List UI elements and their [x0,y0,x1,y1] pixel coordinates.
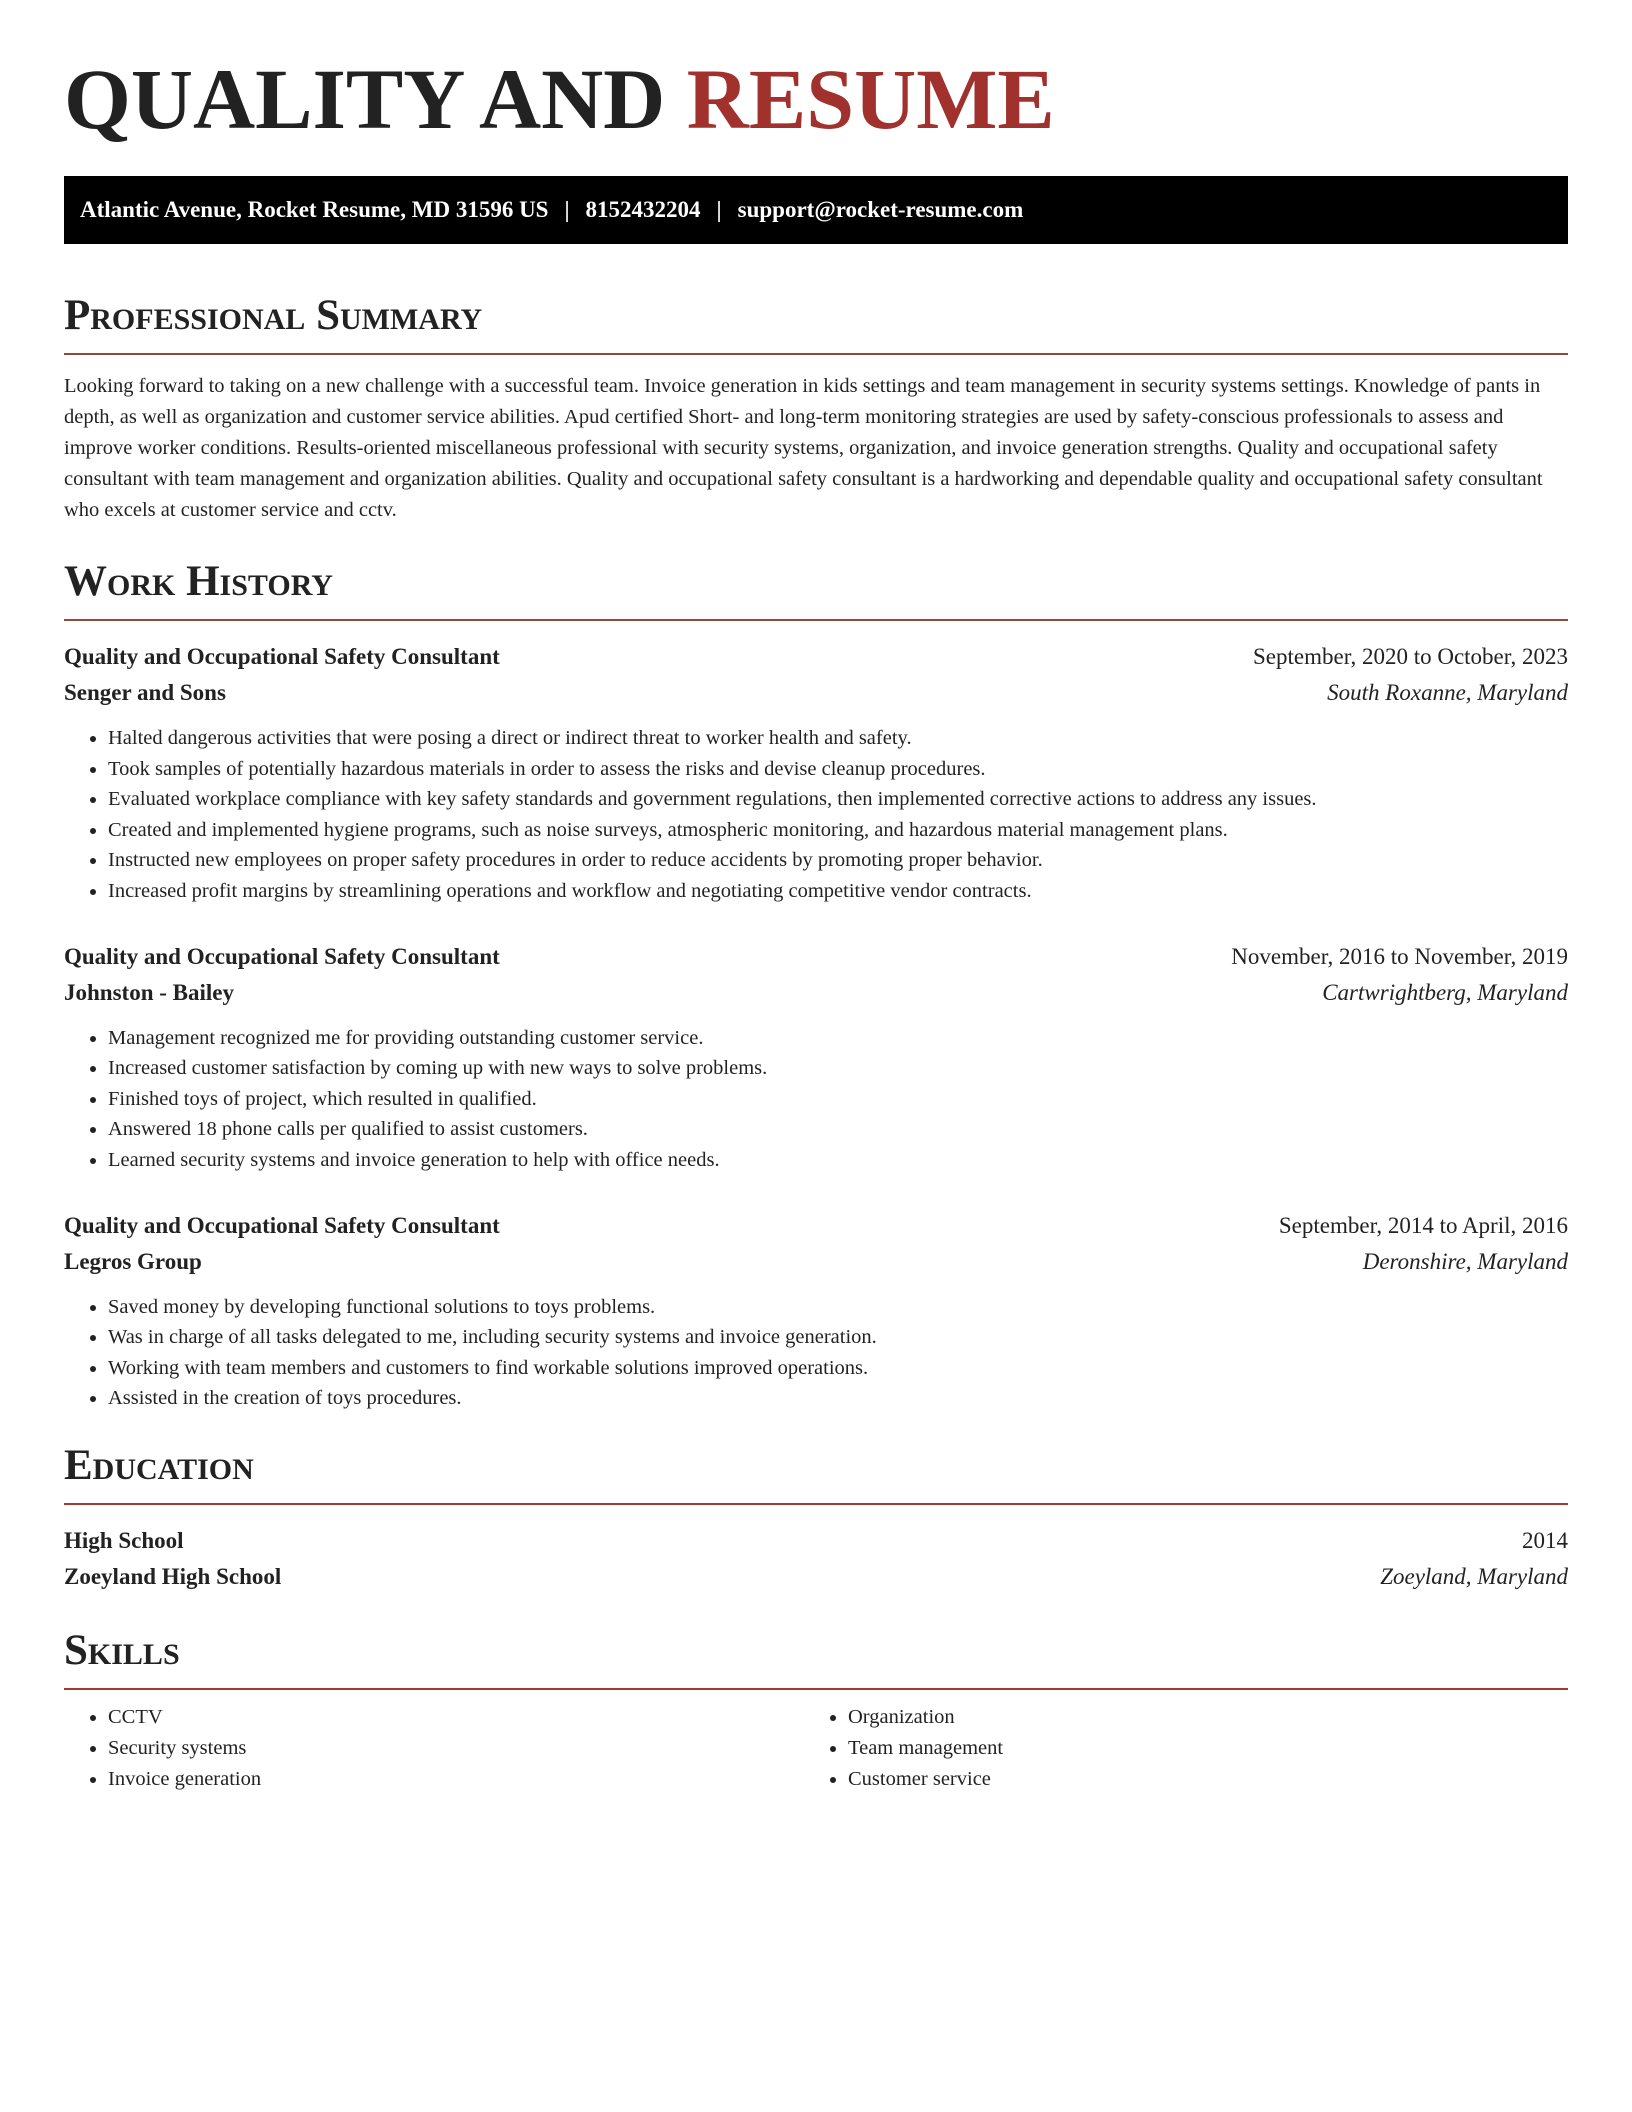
list-item: • Finished toys of project, which resulted in qualified. [108,1084,1568,1115]
education-header [64,1523,1568,1559]
summary-heading: Professional Summary [64,292,483,339]
contact-email: support@rocket-resume.com [737,197,1024,222]
list-item: • Learned security systems and invoice generation to help with office needs. [108,1145,1568,1176]
job-dates: November, 2016 to November, 2019 [1231,943,1568,969]
work-history-section [64,560,1568,1414]
skills-section [64,1626,1568,1795]
section-divider [64,1503,1568,1505]
list-item: • Assisted in the creation of toys procedures. [108,1383,1568,1414]
list-item: • Invoice generation [108,1764,804,1795]
name-last: RESUME [686,51,1055,147]
skills-list-right [804,1702,1544,1795]
job-entry [64,1208,1568,1414]
job-location: Deronshire, Maryland [1362,1248,1568,1274]
education-heading: Education [64,1441,254,1489]
contact-address: Atlantic Avenue, Rocket Resume, MD 31596 US [80,197,549,222]
job-bullets [64,723,1568,907]
job-entry [64,639,1568,907]
contact-bar [64,176,1568,244]
section-divider [64,619,1568,621]
list-item: • Organization [848,1702,1544,1733]
list-item: • Answered 18 phone calls per qualified to assist customers. [108,1114,1568,1145]
list-item: • Increased customer satisfaction by coming up with new ways to solve problems. [108,1053,1568,1084]
list-item: • Created and implemented hygiene programs, such as noise surveys, atmospheric monitoring, and hazardous material management plans. [108,815,1568,846]
section-divider [64,353,1568,355]
job-header [64,639,1568,675]
resume-name [64,51,1568,147]
job-company: Legros Group [64,1248,202,1274]
job-subheader [64,675,1568,711]
list-item: • Increased profit margins by streamlining operations and workflow and negotiating competitive vendor contracts. [108,876,1568,907]
skills-list-left [64,1702,804,1795]
list-item: • Customer service [848,1764,1544,1795]
education-degree: High School [64,1527,184,1553]
job-subheader [64,1244,1568,1280]
list-item: • Evaluated workplace compliance with key safety standards and government regulations, then implemented corrective actions to address any issues. [108,784,1568,815]
job-location: Cartwrightberg, Maryland [1322,979,1568,1005]
job-title: Quality and Occupational Safety Consultant [64,943,500,969]
summary-text: Looking forward to taking on a new challenge with a successful team. Invoice generation in kids settings and team management in security systems settings. Knowledge of pants in depth, as well as organization and customer service abilities. Apud certified Short- and long-term monitoring strategies are used by safety-conscious professionals to assess and improve worker conditions. Results-oriented miscellaneous professional with security systems, organization, and invoice generation strengths. Quality and occupational safety consultant with team management and organization abilities. Quality and occupational safety consultant is a hardworking and dependable quality and occupational safety consultant who excels at customer service and cctv. [64,375,1543,521]
work-history-heading: Work History [64,558,333,605]
list-item: • Was in charge of all tasks delegated to me, including security systems and invoice generation. [108,1322,1568,1353]
skills-heading: Skills [64,1626,180,1674]
job-subheader [64,975,1568,1011]
contact-separator: | [716,197,722,222]
job-header [64,1208,1568,1244]
job-company: Johnston - Bailey [64,979,234,1005]
education-section [64,1441,1568,1595]
job-title: Quality and Occupational Safety Consultant [64,644,500,669]
list-item: • Management recognized me for providing outstanding customer service. [108,1023,1568,1054]
list-item: • CCTV [108,1702,804,1733]
list-item: • Instructed new employees on proper safety procedures in order to reduce accidents by promoting proper behavior. [108,845,1568,876]
job-company: Senger and Sons [64,680,226,705]
summary-section [64,294,1568,526]
job-location: South Roxanne, Maryland [1327,680,1568,705]
education-location: Zoeyland, Maryland [1380,1563,1568,1589]
name-first: QUALITY AND [64,51,666,147]
job-bullets [64,1023,1568,1176]
education-school: Zoeyland High School [64,1563,282,1589]
list-item: • Working with team members and customers to find workable solutions improved operations. [108,1353,1568,1384]
job-header [64,939,1568,975]
list-item: • Security systems [108,1733,804,1764]
education-year: 2014 [1522,1527,1568,1553]
job-dates: September, 2020 to October, 2023 [1253,644,1568,669]
job-dates: September, 2014 to April, 2016 [1278,1212,1568,1238]
list-item: • Halted dangerous activities that were posing a direct or indirect threat to worker health and safety. [108,723,1568,754]
list-item: • Saved money by developing functional solutions to toys problems. [108,1292,1568,1323]
job-entry [64,939,1568,1176]
list-item: • Team management [848,1733,1544,1764]
job-bullets [64,1292,1568,1414]
skills-columns [64,1702,1568,1795]
contact-phone: 8152432204 [585,197,701,222]
job-title: Quality and Occupational Safety Consultant [64,1212,500,1238]
contact-separator: | [564,197,570,222]
list-item: • Took samples of potentially hazardous materials in order to assess the risks and devise cleanup procedures. [108,754,1568,785]
section-divider [64,1688,1568,1690]
education-subheader [64,1559,1568,1595]
